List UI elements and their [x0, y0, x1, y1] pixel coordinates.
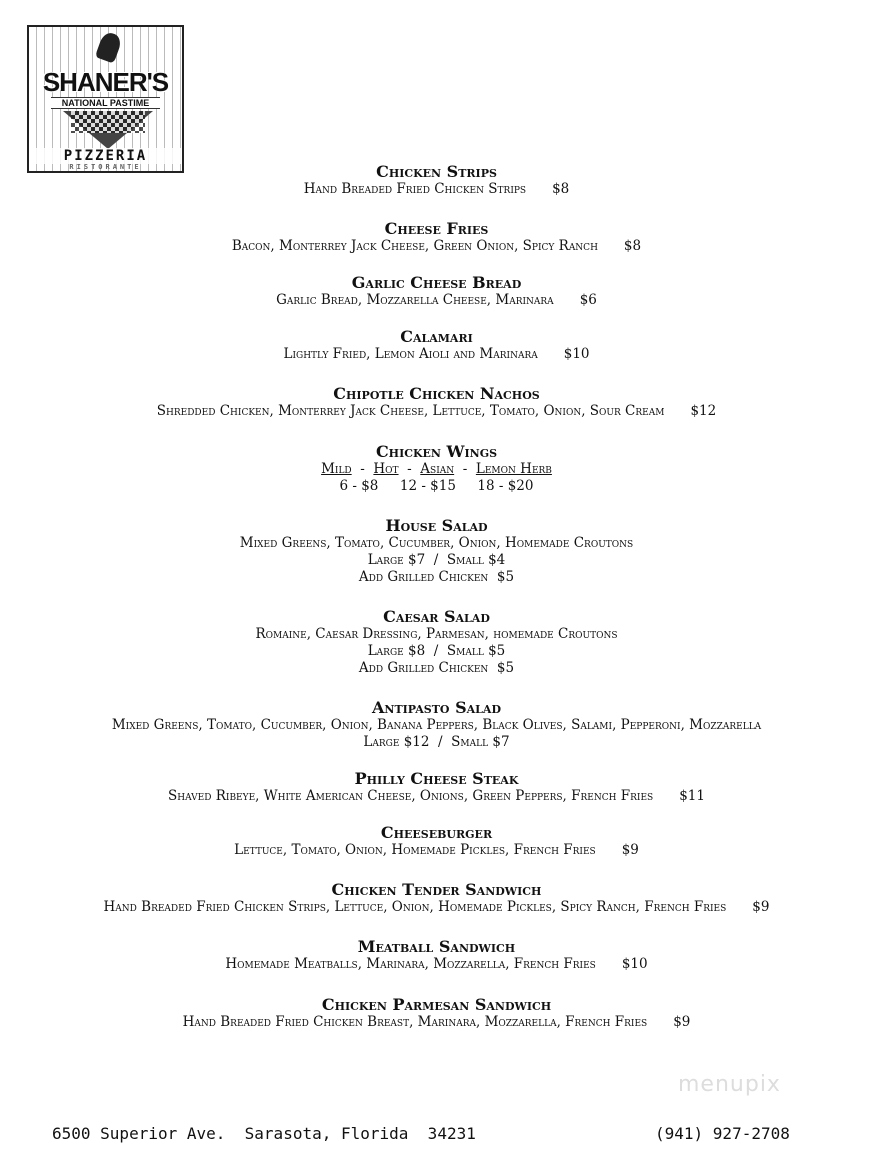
item-description: Romaine, Caesar Dressing, Parmesan, homemade Croutons — [255, 626, 618, 642]
wing-flavor: Hot — [373, 461, 399, 477]
item-option: Large $8 / Small $5 — [367, 643, 506, 659]
item-description-line — [0, 956, 873, 973]
item-option: 6 - $8 12 - $15 18 - $20 — [339, 478, 534, 494]
baseball-player-icon — [95, 30, 123, 63]
menu-item — [0, 219, 873, 255]
menu-item — [0, 516, 873, 586]
item-description-line — [0, 238, 873, 255]
item-name: Antipasto Salad — [372, 698, 501, 717]
item-name: Chicken Strips — [376, 162, 497, 181]
item-description: Shaved Ribeye, White American Cheese, Onions, Green Peppers, French Fries — [168, 788, 654, 804]
item-description-line — [0, 788, 873, 805]
item-price: $10 — [563, 346, 590, 362]
item-name: Chipotle Chicken Nachos — [333, 384, 540, 403]
item-description-line — [0, 181, 873, 198]
logo-tagline: NATIONAL PASTIME — [51, 97, 160, 109]
item-price: $10 — [621, 956, 648, 972]
item-price: $11 — [679, 788, 705, 804]
item-description-line — [0, 717, 873, 734]
item-description-line — [0, 1014, 873, 1031]
item-name: Chicken Wings — [375, 442, 498, 461]
menu-item — [0, 162, 873, 198]
wing-flavors: Mild - Hot - Asian - Lemon Herb — [321, 461, 552, 477]
wing-flavor: Lemon Herb — [475, 461, 552, 477]
menu-item — [0, 880, 873, 916]
logo-name: SHANER'S — [42, 67, 169, 97]
item-description: Shredded Chicken, Monterrey Jack Cheese, Lettuce, Tomato, Onion, Sour Cream — [156, 403, 665, 419]
item-description: Homemade Meatballs, Marinara, Mozzarella, French Fries — [225, 956, 596, 972]
item-name: Chicken Tender Sandwich — [331, 880, 542, 899]
item-name: House Salad — [385, 516, 488, 535]
item-description: Hand Breaded Fried Chicken Strips, Lettuce, Onion, Homemade Pickles, Spicy Ranch, French Fries — [103, 899, 727, 915]
logo-pizzeria: PIZZERIA — [29, 148, 182, 164]
item-description: Mixed Greens, Tomato, Cucumber, Onion, Homemade Croutons — [239, 535, 634, 551]
wing-flavor: Asian — [420, 461, 455, 477]
item-name: Cheeseburger — [380, 823, 493, 842]
menu-item — [0, 823, 873, 859]
item-price: $8 — [623, 238, 642, 254]
item-description: Garlic Bread, Mozzarella Cheese, Marinara — [276, 292, 554, 308]
wing-flavor: Mild — [321, 461, 352, 477]
item-option: Add Grilled Chicken $5 — [358, 569, 515, 585]
item-description-line — [0, 535, 873, 552]
item-price: $9 — [752, 899, 770, 915]
item-option: Add Grilled Chicken $5 — [358, 660, 515, 676]
item-name: Cheese Fries — [384, 219, 489, 238]
menu-item — [0, 327, 873, 363]
logo-ristorante: RISTORANTE — [69, 163, 142, 171]
menu-item — [0, 937, 873, 973]
item-description: Lettuce, Tomato, Onion, Homemade Pickles, French Fries — [234, 842, 596, 858]
phone: (941) 927-2708 — [655, 1124, 790, 1143]
item-name: Garlic Cheese Bread — [351, 273, 522, 292]
item-price: $9 — [621, 842, 639, 858]
menu-item — [0, 273, 873, 309]
address: 6500 Superior Ave. Sarasota, Florida 34231 — [52, 1124, 476, 1143]
checkered-pattern — [71, 111, 145, 133]
item-description: Hand Breaded Fried Chicken Strips — [303, 181, 527, 197]
menu-item — [0, 698, 873, 751]
item-description-line — [0, 626, 873, 643]
item-description: Bacon, Monterrey Jack Cheese, Green Onion, Spicy Ranch — [231, 238, 598, 254]
menu-item — [0, 769, 873, 805]
item-description-line — [0, 403, 873, 420]
menu-item — [0, 995, 873, 1031]
restaurant-logo — [27, 25, 184, 173]
item-price: $8 — [552, 181, 570, 197]
item-option: Large $7 / Small $4 — [367, 552, 506, 568]
menu-item — [0, 442, 873, 495]
item-option: Large $12 / Small $7 — [363, 734, 510, 750]
item-name: Caesar Salad — [383, 607, 490, 626]
menu-item — [0, 384, 873, 420]
menu-item — [0, 607, 873, 677]
item-description-line — [0, 842, 873, 859]
item-description-line — [0, 292, 873, 309]
item-price: $9 — [673, 1014, 691, 1030]
item-name: Meatball Sandwich — [357, 937, 516, 956]
watermark: menupix — [678, 1072, 781, 1097]
item-name: Philly Cheese Steak — [354, 769, 519, 788]
item-description: Hand Breaded Fried Chicken Breast, Marinara, Mozzarella, French Fries — [182, 1014, 648, 1030]
item-name: Chicken Parmesan Sandwich — [321, 995, 552, 1014]
item-description: Lightly Fried, Lemon Aioli and Marinara — [283, 346, 538, 362]
item-description: Mixed Greens, Tomato, Cucumber, Onion, Banana Peppers, Black Olives, Salami, Pepperoni, Mozzarella — [111, 717, 762, 733]
item-description-line — [0, 899, 873, 916]
item-name: Calamari — [400, 327, 473, 346]
item-price: $12 — [690, 403, 717, 419]
item-description-line — [0, 346, 873, 363]
item-price: $6 — [579, 292, 597, 308]
